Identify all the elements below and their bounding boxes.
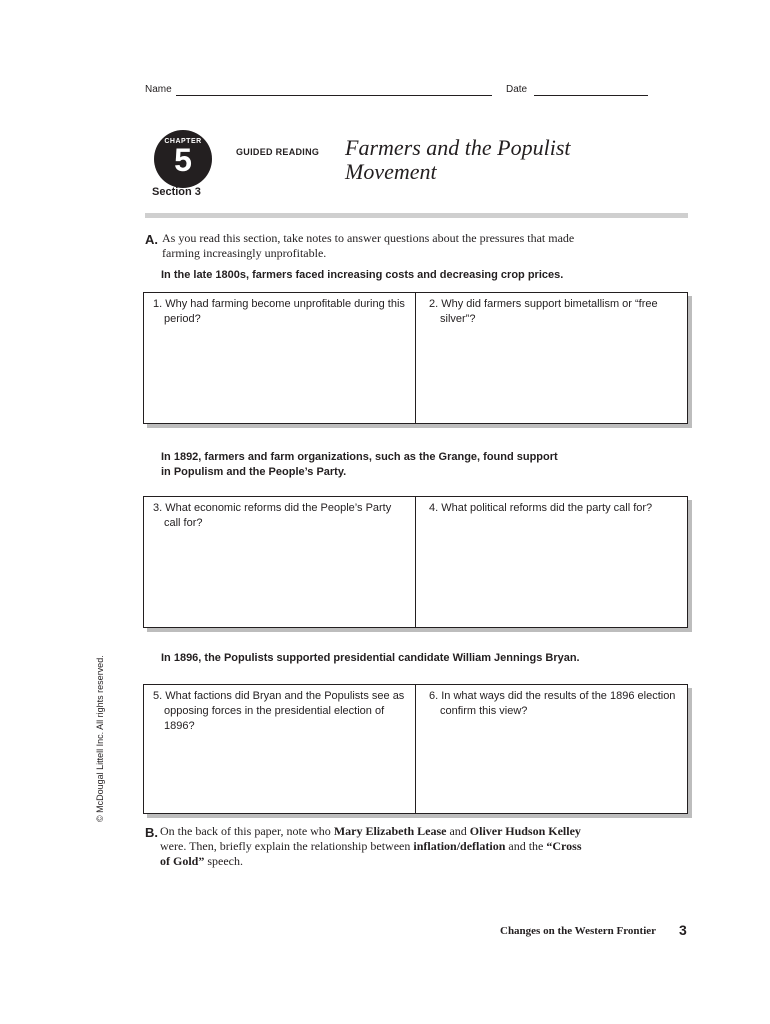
question-6: 6. In what ways did the results of the 1896 election confirm this view? <box>429 690 676 717</box>
part-b-letter: B. <box>145 825 158 840</box>
part-b-text-2: and <box>446 824 470 838</box>
question-5: 5. What factions did Bryan and the Populists see as opposing forces in the presidential election of 1896? <box>153 690 405 732</box>
group-3-lead: In 1896, the Populists supported presidential candidate William Jennings Bryan. <box>161 652 580 664</box>
date-label: Date <box>506 84 528 95</box>
question-1: 1. Why had farming become unprofitable during this period? <box>153 298 405 325</box>
part-b-instructions <box>160 824 590 869</box>
answer-area-q3[interactable] <box>144 497 416 627</box>
question-box-2 <box>143 496 688 628</box>
page-number: 3 <box>679 922 687 938</box>
page-title: Farmers and the Populist Movement <box>345 135 571 184</box>
group-1-lead: In the late 1800s, farmers faced increasing costs and decreasing crop prices. <box>161 269 564 281</box>
part-b-text-5: speech. <box>204 854 243 868</box>
name-field[interactable] <box>176 95 492 96</box>
question-box-3 <box>143 684 688 814</box>
answer-area-q1[interactable] <box>144 293 416 423</box>
part-b-text-3: were. Then, briefly explain the relationship between <box>160 839 414 853</box>
term-oliver-hudson-kelley: Oliver Hudson Kelley <box>469 824 581 838</box>
part-b-text-4: and the <box>505 839 547 853</box>
answer-area-q4[interactable] <box>416 497 687 627</box>
answer-area-q2[interactable] <box>416 293 687 423</box>
answer-area-q6[interactable] <box>416 685 687 813</box>
name-label: Name <box>145 84 172 95</box>
term-cross-of-gold: “Cross of Gold” <box>160 839 582 868</box>
chapter-number: 5 <box>174 142 192 178</box>
header-divider <box>145 213 688 218</box>
answer-area-q5[interactable] <box>144 685 416 813</box>
chapter-word: CHAPTER <box>164 138 202 145</box>
part-a-instructions: As you read this section, take notes to answer questions about the pressures that made farming increasingly unprofitable. <box>162 231 575 260</box>
question-box-1 <box>143 292 688 424</box>
question-3: 3. What economic reforms did the People’s Party call for? <box>153 502 392 529</box>
question-4: 4. What political reforms did the party call for? <box>429 502 653 514</box>
term-inflation-deflation: inflation/deflation <box>413 839 506 853</box>
part-a-letter: A. <box>145 232 158 247</box>
term-mary-elizabeth-lease: Mary Elizabeth Lease <box>333 824 447 838</box>
chapter-badge <box>154 130 212 188</box>
date-field[interactable] <box>534 95 648 96</box>
copyright-notice: © McDougal Littell Inc. All rights reserved. <box>95 655 105 822</box>
footer-title: Changes on the Western Frontier <box>500 925 657 937</box>
group-2-lead: In 1892, farmers and farm organizations, such as the Grange, found support in Populism and the People’s Party. <box>161 451 558 478</box>
question-2: 2. Why did farmers support bimetallism or “free silver”? <box>429 298 658 325</box>
guided-reading-label: GUIDED READING <box>236 147 320 157</box>
section-label: Section 3 <box>152 186 201 198</box>
part-b-text-1: On the back of this paper, note who <box>160 824 334 838</box>
